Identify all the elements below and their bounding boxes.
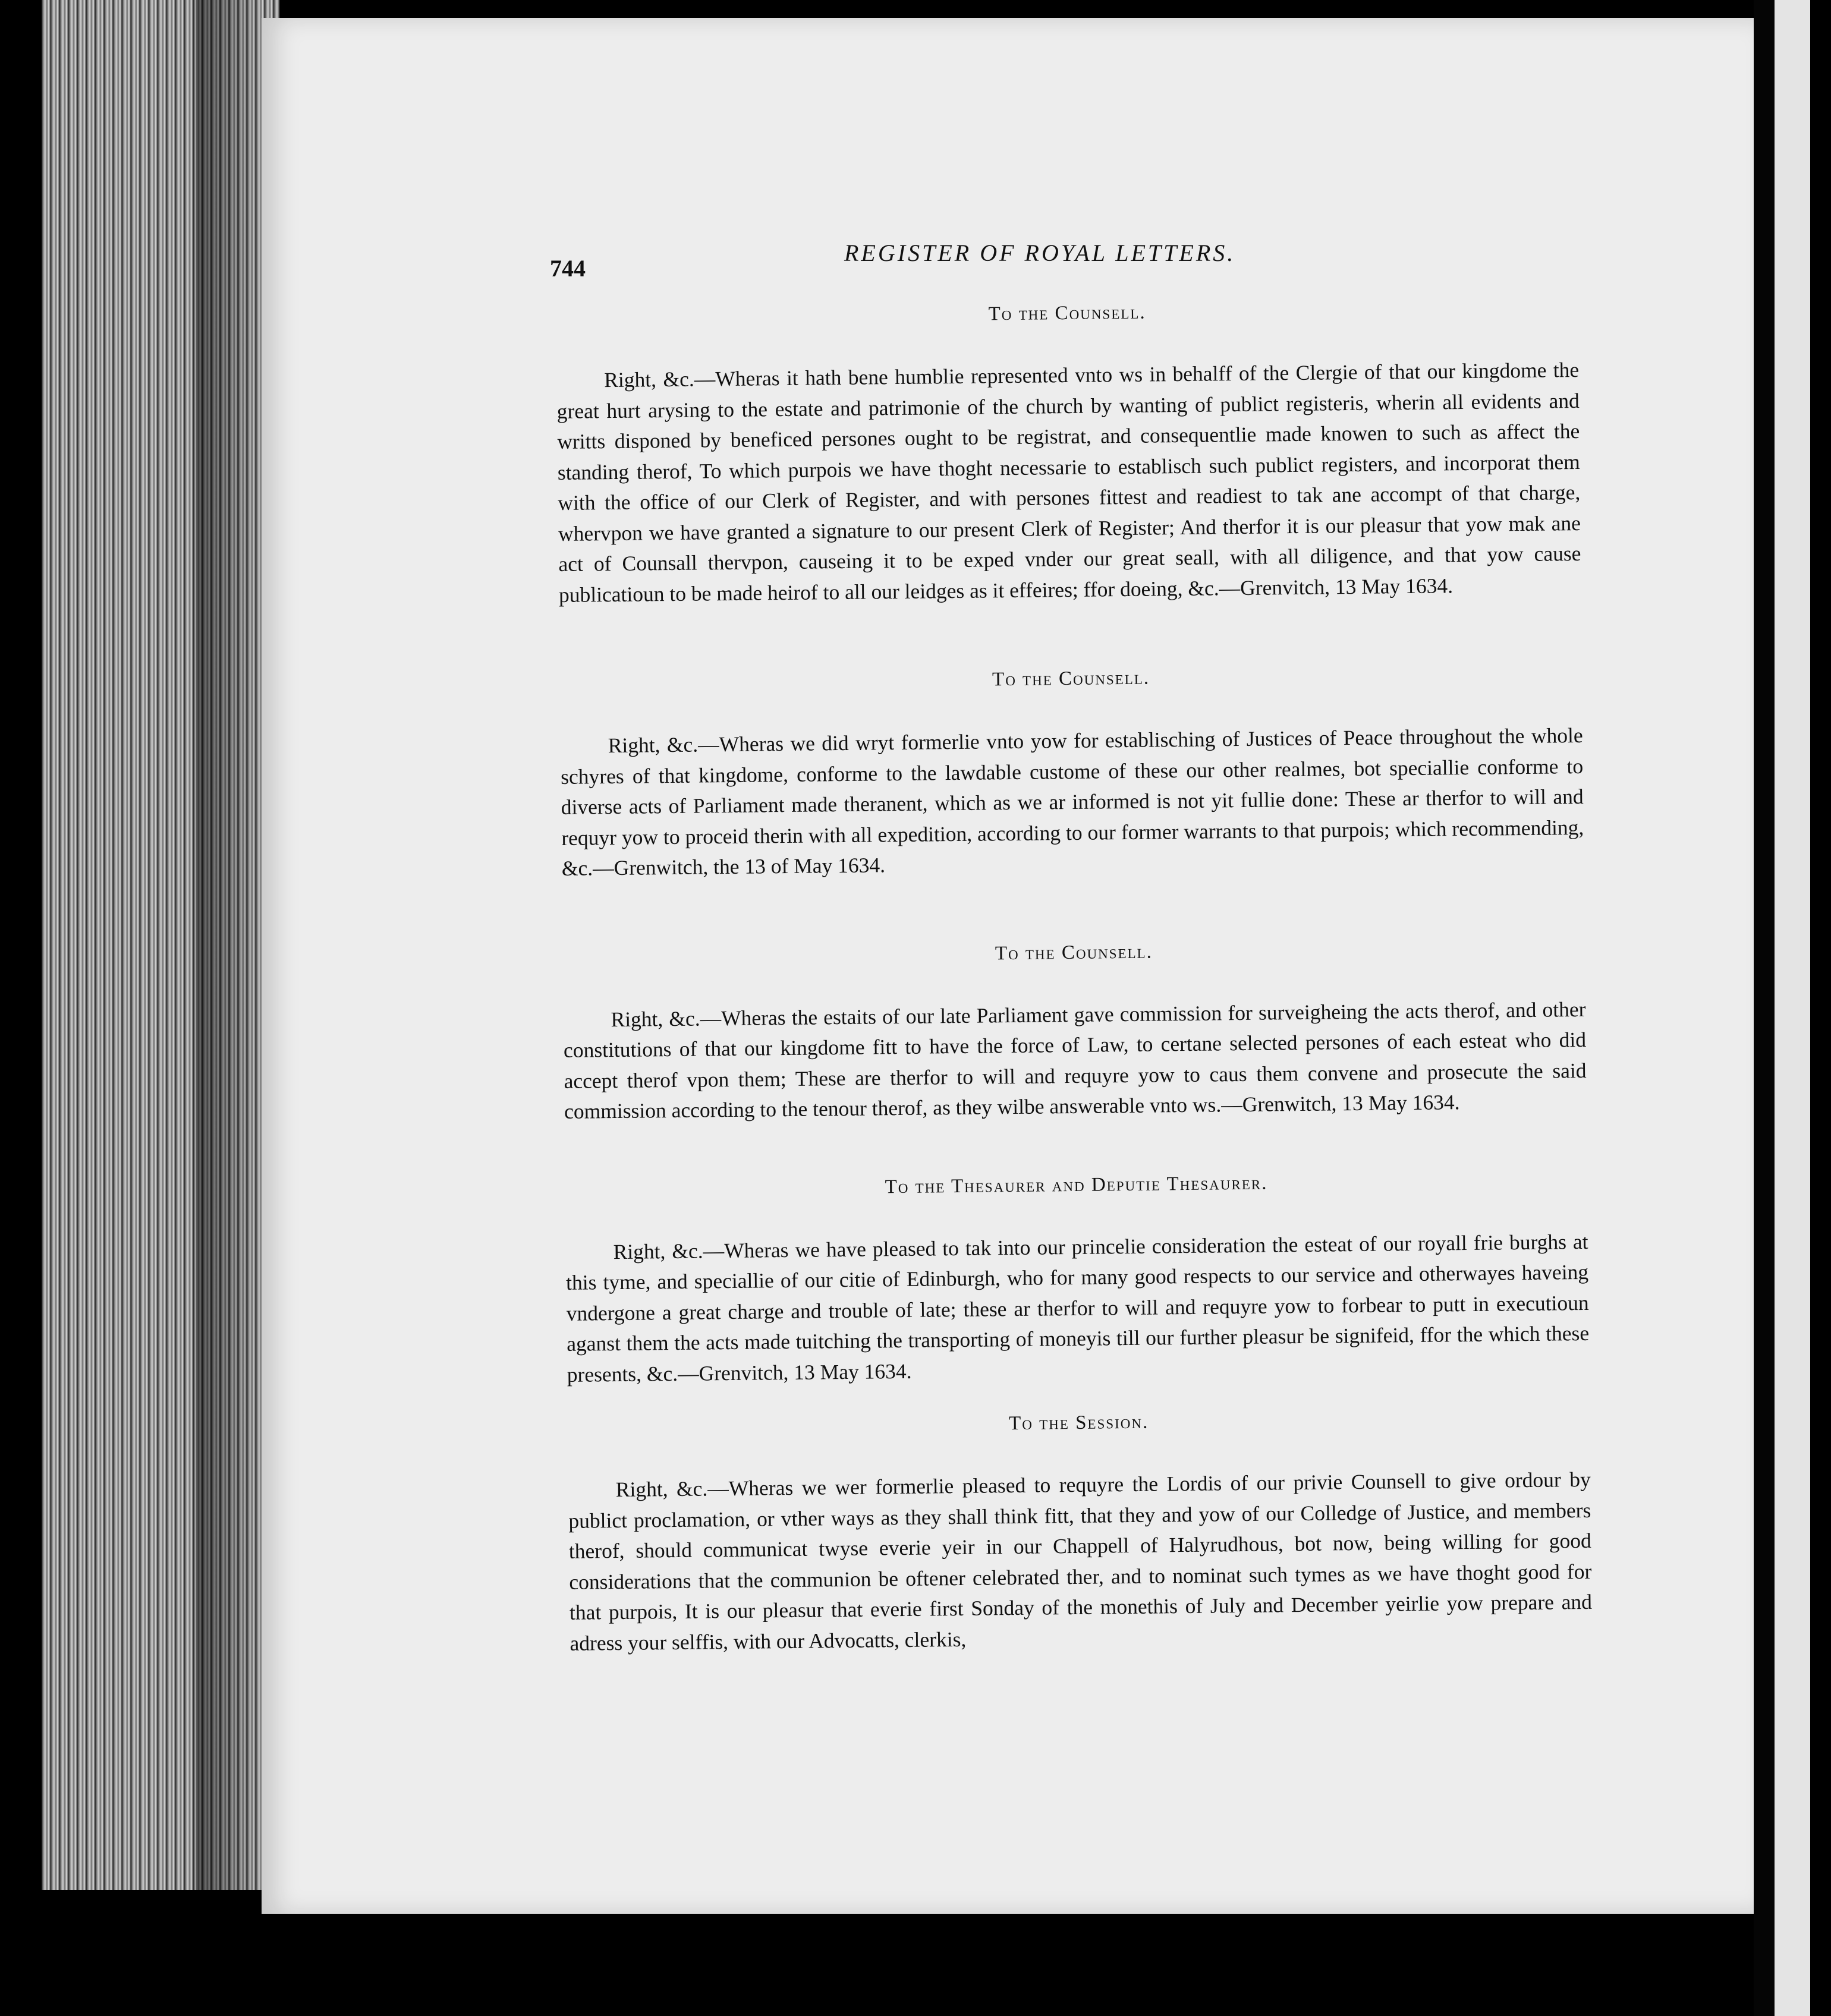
letter-entry bbox=[559, 664, 1584, 884]
letter-entry bbox=[562, 937, 1587, 1127]
page-number: 744 bbox=[550, 255, 586, 282]
letter-body: Right, &c.—Wheras the estaits of our late Parliament gave commission for surveigheing the acts therof, and other constitutions of that our kingdome fitt to have the force of Law, to certane selected persones of each esteat who did accept therof vpon them; These are therfor to will and requyre yow to caus them convene and prosecute the said commission according to the tenour therof, as they wilbe answerable vnto ws.—Grenwitch, 13 May 1634. bbox=[563, 997, 1587, 1123]
letter-heading: To the Counsell. bbox=[988, 301, 1146, 325]
letter-heading: To the Counsell. bbox=[995, 941, 1153, 964]
running-head: REGISTER OF ROYAL LETTERS. bbox=[844, 240, 1236, 266]
facing-page-edge bbox=[1775, 0, 1810, 2016]
letter-body: Right, &c.—Wheras we wer formerlie pleased to requyre the Lordis of our privie Counsell to give ordour by publict proclamation, or vther ways as they shall think fitt, that they and yow of our Colledge of Justice, and members therof, should communicat twyse everie yeir in our Chappell of Halyrudhous, bot now, being willing for good considerations that the communion be oftener celebrated ther, and to nominat such tymes as we have thoght good for that purpois, It is our pleasur that everie first Sonday of the monethis of July and December yeirlie yow prepare and adress your selffis, with our Advocatts, clerkis, bbox=[568, 1467, 1593, 1655]
letter-heading: To the Counsell. bbox=[992, 667, 1150, 691]
letter-body: Right, &c.—Wheras we have pleased to tak into our princelie consideration the esteat of our royall frie burghs at this tyme, and speciallie of our citie of Edinburgh, who for many good respects to our service and otherwayes haveing vndergone a great charge and trouble of late; these ar therfor to will and requyre yow to forbear to putt in executioun aganst them the acts made tuitching the transporting of moneyis till our further pleasur be signifeid, ffor the which these presents, &c.—Grenvitch, 13 May 1634. bbox=[565, 1229, 1590, 1387]
right-gutter-shadow bbox=[1754, 0, 1775, 2016]
letter-heading: To the Session. bbox=[1008, 1411, 1149, 1435]
letter-entry bbox=[565, 1170, 1590, 1390]
letter-heading: To the Thesaurer and Deputie Thesaurer. bbox=[885, 1172, 1268, 1198]
letter-entry bbox=[568, 1408, 1593, 1659]
letter-entry bbox=[556, 298, 1581, 610]
page-content bbox=[556, 298, 1593, 1659]
letter-body: Right, &c.—Wheras we did wryt formerlie vnto yow for establisching of Justices of Peace throughout the whole schyres of that kingdome, conforme to the lawdable custome of these our other realmes, bot speciallie conforme to diverse acts of Parliament made theranent, which as we ar informed is not yit fullie done: These ar therfor to will and requyr yow to proceid therin with all expedition, according to our former warrants to that purpois; which recommending, &c.—Grenwitch, the 13 of May 1634. bbox=[561, 723, 1584, 880]
letter-body: Right, &c.—Wheras it hath bene humblie represented vnto ws in behalff of the Clergie of that our kingdome the great hurt arysing to the estate and patrimonie of the church by wanting of publict registeris, wherin all evidents and writts disponed by beneficed persones ought to be registrat, and consequentlie made knowen to such as affect the standing therof, To which purpois we have thoght necessarie to establisch such publict registers, and incorporat them with the office of our Clerk of Register, and with persones fittest and readiest to tak ane accompt of that charge, whervpon we have granted a signature to our present Clerk of Register; And therfor it is our pleasur that yow mak ane act of Counsall thervpon, causeing it to be exped vnder our great seall, with all diligence, and that yow cause publicatioun to be made heirof to all our leidges as it effeires; ffor doeing, &c.—Grenvitch, 13 May 1634. bbox=[556, 357, 1581, 607]
